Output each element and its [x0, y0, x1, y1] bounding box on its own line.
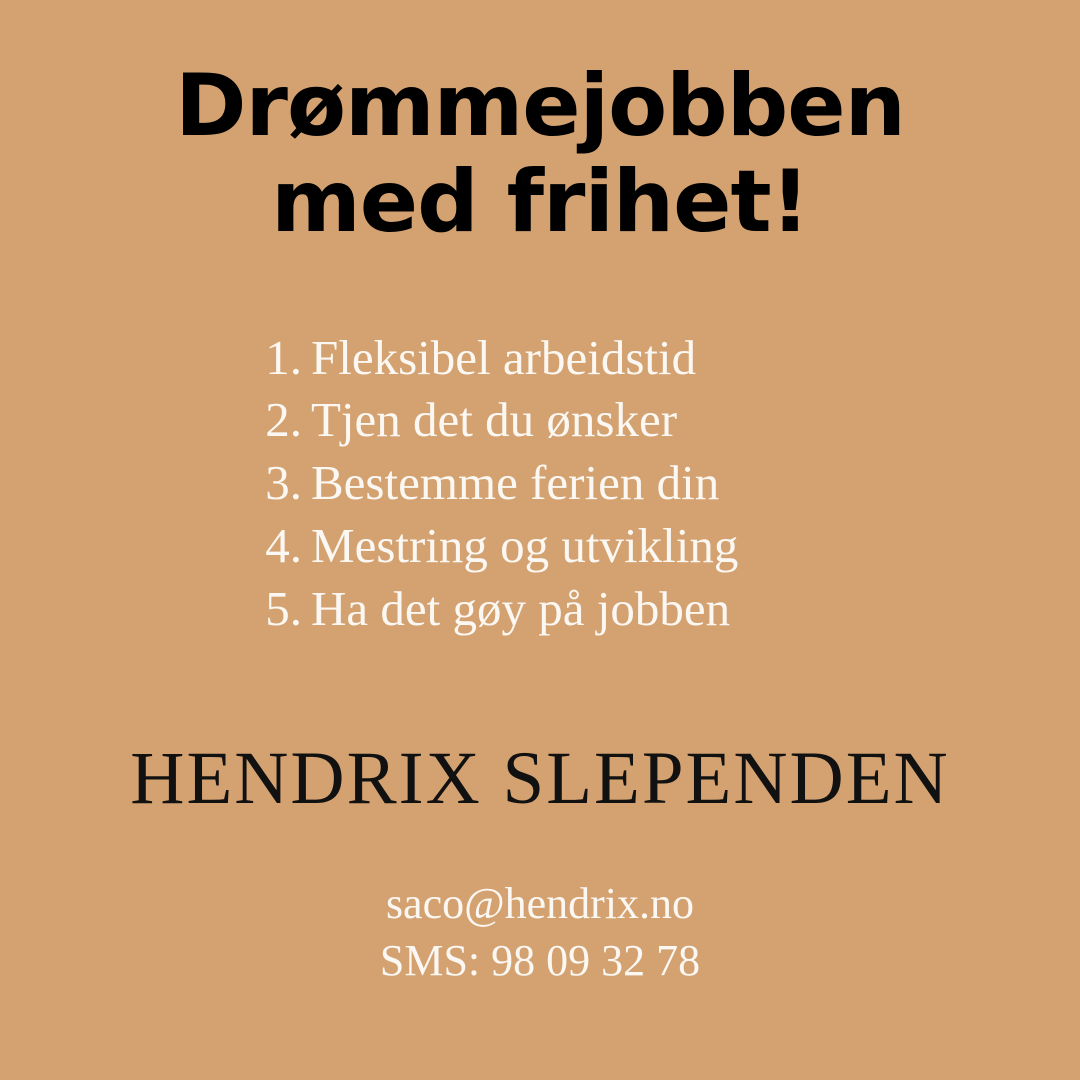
list-item-number: 4. — [265, 517, 302, 573]
headline-line-2: med frihet! — [271, 152, 809, 253]
brand-name: HENDRIX SLEPENDEN — [130, 737, 950, 821]
list-item — [255, 327, 825, 390]
page-title — [70, 58, 1010, 251]
list-item-label: Ha det gøy på jobben — [311, 580, 731, 636]
list-item — [255, 515, 825, 578]
benefits-list — [0, 327, 1080, 641]
list-item — [255, 389, 825, 452]
contact-sms: SMS: 98 09 32 78 — [379, 935, 701, 985]
list-item-label: Bestemme ferien din — [311, 455, 720, 511]
contact-email: saco@hendrix.no — [385, 879, 695, 929]
list-item-number: 2. — [265, 392, 302, 448]
list-item-number: 5. — [265, 580, 302, 636]
list-item-label: Tjen det du ønsker — [311, 392, 678, 448]
list-item-label: Mestring og utvikling — [311, 517, 739, 573]
list-item-label: Fleksibel arbeidstid — [311, 329, 697, 385]
headline-line-1: Drømmejobben — [175, 56, 905, 156]
list-item-number: 1. — [265, 329, 302, 385]
list-item — [255, 452, 825, 515]
list-item-number: 3. — [265, 455, 302, 511]
list-item — [255, 578, 825, 641]
contact-block — [380, 876, 700, 989]
